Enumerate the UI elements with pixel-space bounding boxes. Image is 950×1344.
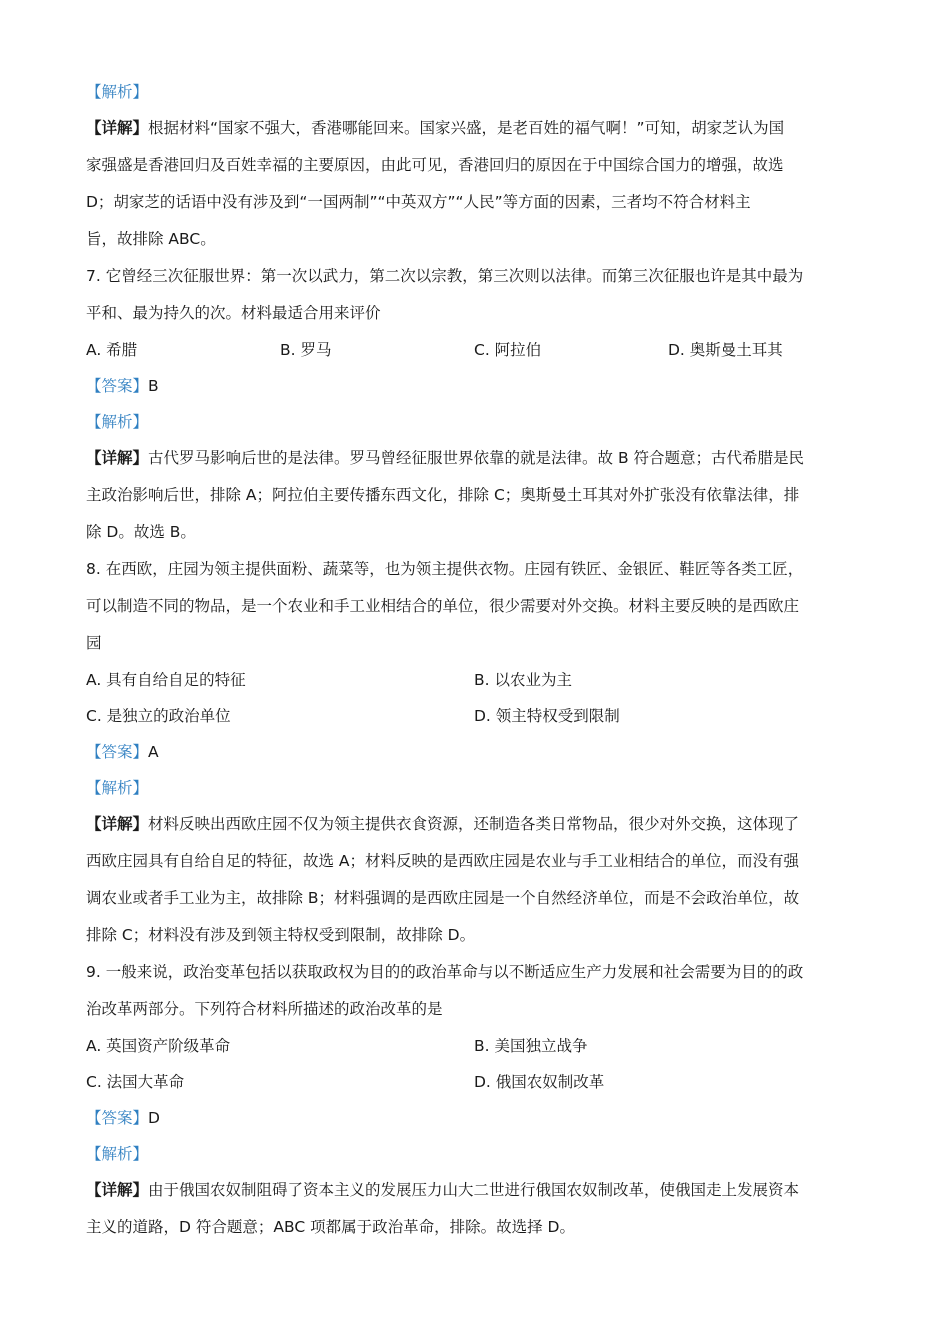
q9-stem [86, 954, 862, 1028]
q7-detail-line-0: 古代罗马影响后世的是法律。罗马曾经征服世界依靠的就是法律。故 B 符合题意；古代希腊是民 [148, 449, 805, 467]
q8-detail-line-2: 调农业或者手工业为主，故排除 B；材料强调的是西欧庄园是一个自然经济单位，而是不会政治单位，故 [86, 889, 800, 907]
q8-stem-line-2: 园 [86, 634, 102, 652]
q8-option-b: B. 以农业为主 [474, 671, 572, 689]
q8-analysis-tag: 【解析】 [86, 779, 149, 797]
q9-options-row-1 [86, 1028, 862, 1064]
q7-detail-line-2: 除 D。故选 B。 [86, 523, 196, 541]
q9-answer-value: D [148, 1109, 160, 1127]
q7-detail-line-1: 主政治影响后世，排除 A；阿拉伯主要传播东西文化，排除 C；奥斯曼土耳其对外扩张没有依靠法律，排 [86, 486, 800, 504]
q8-option-a: A. 具有自给自足的特征 [86, 671, 246, 689]
q6-detail-line-3: 旨，故排除 ABC。 [86, 230, 216, 248]
q9-detail-line-1: 主义的道路，D 符合题意；ABC 项都属于政治革命，排除。故选择 D。 [86, 1218, 575, 1236]
q8-option-d: D. 领主特权受到限制 [474, 707, 620, 725]
q8-detail [86, 806, 862, 954]
document-page [86, 74, 862, 1246]
q8-answer-tag: 【答案】 [86, 743, 149, 761]
q6-detail-label: 【详解】 [86, 119, 149, 137]
q9-answer-tag: 【答案】 [86, 1109, 149, 1127]
q7-stem-line-0: 7. 它曾经三次征服世界：第一次以武力，第二次以宗教，第三次则以法律。而第三次征服也许是其中最为 [86, 267, 804, 285]
q6-analysis-tag: 【解析】 [86, 83, 149, 101]
q7-option-d: D. 奥斯曼土耳其 [668, 341, 783, 359]
q7-detail [86, 440, 862, 551]
q8-detail-line-0: 材料反映出西欧庄园不仅为领主提供衣食资源，还制造各类日常物品，很少对外交换，这体现了 [148, 815, 800, 833]
q7-stem [86, 258, 862, 332]
q9-option-d: D. 俄国农奴制改革 [474, 1073, 605, 1091]
q9-options-row-2 [86, 1064, 862, 1100]
q9-detail-line-0: 由于俄国农奴制阻碍了资本主义的发展压力山大二世进行俄国农奴制改革，使俄国走上发展资本 [148, 1181, 800, 1199]
q8-detail-label: 【详解】 [86, 815, 149, 833]
q8-options-row-2 [86, 698, 862, 734]
q6-detail-line-2: D；胡家芝的话语中没有涉及到“一国两制”“中英双方”“人民”等方面的因素，三者均不符合材料主 [86, 193, 751, 211]
q6-detail-line-0: 根据材料“国家不强大，香港哪能回来。国家兴盛，是老百姓的福气啊！”可知，胡家芝认为国 [148, 119, 785, 137]
q8-option-c: C. 是独立的政治单位 [86, 707, 231, 725]
q8-stem-line-0: 8. 在西欧，庄园为领主提供面粉、蔬菜等，也为领主提供衣物。庄园有铁匠、金银匠、鞋匠等各类工匠， [86, 560, 804, 578]
q8-answer [86, 734, 862, 770]
q8-options-row-1 [86, 662, 862, 698]
q9-detail-label: 【详解】 [86, 1181, 149, 1199]
q8-stem-line-1: 可以制造不同的物品，是一个农业和手工业相结合的单位，很少需要对外交换。材料主要反映的是西欧庄 [86, 597, 800, 615]
q8-detail-line-1: 西欧庄园具有自给自足的特征，故选 A；材料反映的是西欧庄园是农业与手工业相结合的单位，而没有强 [86, 852, 800, 870]
q7-analysis-tag: 【解析】 [86, 413, 149, 431]
q7-answer-tag: 【答案】 [86, 377, 149, 395]
q7-option-a: A. 希腊 [86, 341, 138, 359]
q9-detail [86, 1172, 862, 1246]
q9-stem-line-0: 9. 一般来说，政治变革包括以获取政权为目的的政治革命与以不断适应生产力发展和社会需要为目的的政 [86, 963, 804, 981]
q9-option-b: B. 美国独立战争 [474, 1037, 588, 1055]
q8-answer-value: A [148, 743, 159, 761]
q7-option-c: C. 阿拉伯 [474, 341, 542, 359]
q7-answer-value: B [148, 377, 159, 395]
q7-option-b: B. 罗马 [280, 341, 332, 359]
q8-detail-line-3: 排除 C；材料没有涉及到领主特权受到限制，故排除 D。 [86, 926, 476, 944]
q6-detail [86, 110, 862, 258]
q9-analysis-tag: 【解析】 [86, 1145, 149, 1163]
q7-stem-line-1: 平和、最为持久的次。材料最适合用来评价 [86, 304, 381, 322]
q9-answer [86, 1100, 862, 1136]
q9-option-c: C. 法国大革命 [86, 1073, 185, 1091]
q8-stem [86, 551, 862, 662]
q7-answer [86, 368, 862, 404]
q9-stem-line-1: 治改革两部分。下列符合材料所描述的政治改革的是 [86, 1000, 443, 1018]
q7-options [86, 332, 862, 368]
q7-detail-label: 【详解】 [86, 449, 149, 467]
q9-option-a: A. 英国资产阶级革命 [86, 1037, 231, 1055]
q6-detail-line-1: 家强盛是香港回归及百姓幸福的主要原因，由此可见，香港回归的原因在于中国综合国力的增强，故选 [86, 156, 784, 174]
